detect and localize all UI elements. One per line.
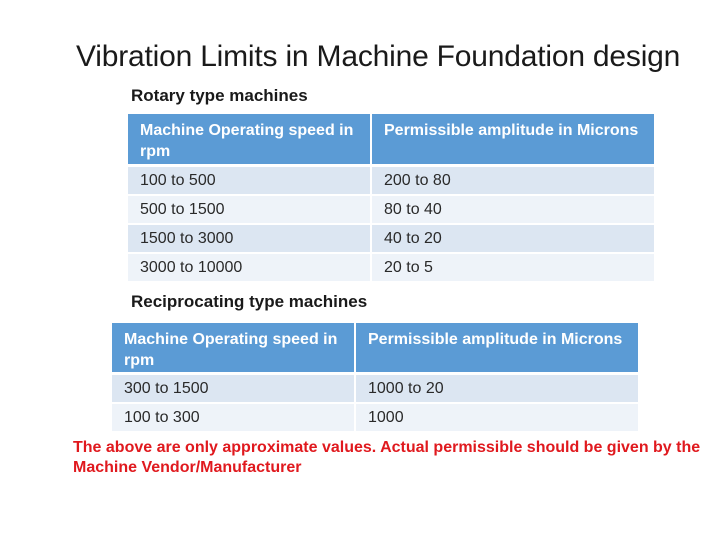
table-row	[128, 167, 654, 196]
table-header-row	[112, 323, 638, 375]
speed-cell: 300 to 1500	[112, 375, 354, 404]
column-header-speed: Machine Operating speed in rpm	[128, 114, 370, 167]
speed-cell: 500 to 1500	[128, 196, 370, 225]
column-header-amplitude: Permissible amplitude in Microns	[354, 323, 638, 375]
speed-cell: 100 to 500	[128, 167, 370, 196]
amplitude-cell: 80 to 40	[370, 196, 654, 225]
reciprocating-heading: Reciprocating type machines	[131, 292, 368, 311]
rotary-table	[128, 114, 654, 283]
amplitude-cell: 200 to 80	[370, 167, 654, 196]
reciprocating-table	[112, 323, 638, 433]
table-row	[128, 225, 654, 254]
column-header-amplitude: Permissible amplitude in Microns	[370, 114, 654, 167]
table-row	[128, 196, 654, 225]
table-row	[112, 375, 638, 404]
rotary-heading: Rotary type machines	[131, 86, 308, 105]
speed-cell: 3000 to 10000	[128, 254, 370, 283]
amplitude-cell: 1000 to 20	[354, 375, 638, 404]
slide-title: Vibration Limits in Machine Foundation design	[76, 40, 681, 73]
amplitude-cell: 1000	[354, 404, 638, 433]
table-header-row	[128, 114, 654, 167]
column-header-speed: Machine Operating speed in rpm	[112, 323, 354, 375]
amplitude-cell: 20 to 5	[370, 254, 654, 283]
disclaimer-note: The above are only approximate values. Actual permissible should be given by the Machine Vendor/Manufacturer	[73, 439, 701, 476]
table-row	[112, 404, 638, 433]
table-row	[128, 254, 654, 283]
speed-cell: 1500 to 3000	[128, 225, 370, 254]
speed-cell: 100 to 300	[112, 404, 354, 433]
amplitude-cell: 40 to 20	[370, 225, 654, 254]
